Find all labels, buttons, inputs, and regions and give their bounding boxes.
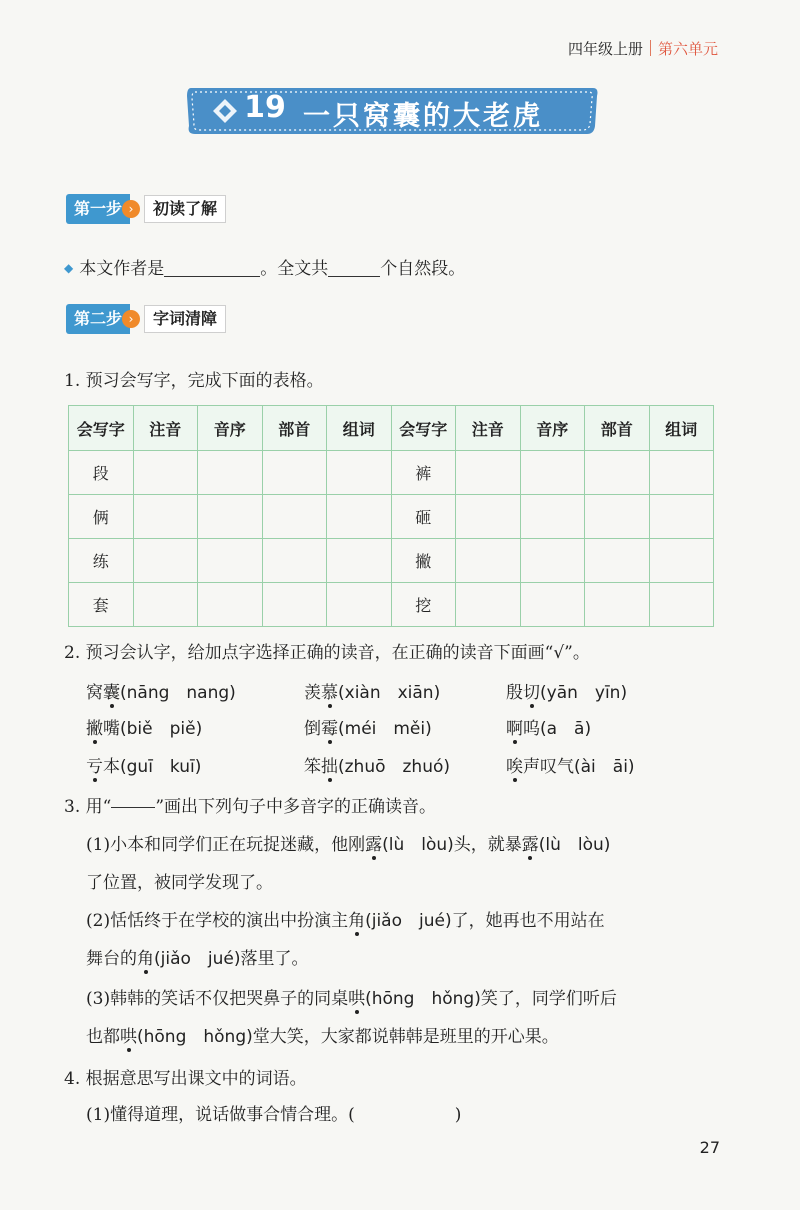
sentence-text: )	[454, 1105, 462, 1125]
q-text: ”画出下列句子中多音字的正确读音。	[155, 797, 437, 817]
q2-prompt: 2. 预习会认字，给加点字选择正确的读音，在正确的读音下面画“√”。	[64, 643, 590, 663]
col-header: 部首	[262, 406, 327, 451]
unit-label: 第六单元	[657, 40, 718, 58]
q4-item-1	[86, 1100, 461, 1125]
input-cell[interactable]	[649, 539, 714, 583]
char-cell: 裤	[391, 451, 456, 495]
word-part: 声叹气	[523, 757, 574, 777]
sentence-text: 了，她再也不用站在	[451, 911, 605, 931]
input-cell[interactable]	[585, 495, 650, 539]
input-cell[interactable]	[649, 451, 714, 495]
dotted-char: 啊	[506, 719, 523, 739]
sentence-text: 落里了。	[240, 949, 309, 969]
lesson-title: 一只窝囊的大老虎	[303, 101, 543, 132]
input-cell[interactable]	[198, 583, 263, 627]
q3-sentence-1-cont: 了位置，被同学发现了。	[86, 873, 273, 893]
sentence-text: 堂大笑，大家都说韩韩是班里的开心果。	[252, 1027, 559, 1047]
table-row	[69, 539, 714, 583]
input-cell[interactable]	[520, 539, 585, 583]
reading-item[interactable]	[506, 719, 591, 739]
col-header: 会写字	[391, 406, 456, 451]
dotted-char: 撇	[86, 719, 103, 739]
input-cell[interactable]	[133, 495, 198, 539]
chevron-right-icon: ›	[122, 200, 140, 218]
word-part: 呜	[523, 719, 540, 739]
char-cell: 俩	[69, 495, 134, 539]
col-header: 注音	[456, 406, 521, 451]
dotted-char: 亏	[86, 757, 103, 777]
dotted-char: 角	[137, 949, 154, 969]
q-text: 本文作者是	[79, 259, 165, 279]
pinyin-options: (guī kuī)	[120, 757, 202, 777]
word-part: 本	[103, 757, 120, 777]
pinyin-options: (yān yīn)	[540, 683, 628, 703]
lesson-number: 19	[244, 90, 286, 125]
pinyin-options: (biě piě)	[120, 719, 203, 739]
input-cell[interactable]	[262, 451, 327, 495]
reading-item[interactable]	[506, 683, 627, 703]
input-cell[interactable]	[262, 583, 327, 627]
input-cell[interactable]	[133, 583, 198, 627]
chevron-right-icon: ›	[122, 310, 140, 328]
pinyin-options: (zhuō zhuó)	[338, 757, 451, 777]
char-cell: 挖	[391, 583, 456, 627]
reading-item[interactable]	[86, 752, 304, 777]
input-cell[interactable]	[327, 583, 392, 627]
input-cell[interactable]	[585, 583, 650, 627]
table-row	[69, 495, 714, 539]
col-header: 组词	[649, 406, 714, 451]
q-text: 个自然段。	[380, 259, 466, 279]
author-question	[64, 254, 465, 279]
input-cell[interactable]	[456, 539, 521, 583]
input-cell[interactable]	[198, 495, 263, 539]
grade-label: 四年级上册	[567, 40, 643, 58]
input-cell[interactable]	[198, 539, 263, 583]
col-header: 音序	[198, 406, 263, 451]
reading-item[interactable]	[304, 678, 506, 703]
pinyin-options[interactable]: (hōng hǒng)	[365, 989, 481, 1009]
sentence-text: (1)小本和同学们正在玩捉迷藏，他刚	[86, 835, 366, 855]
input-cell[interactable]	[327, 539, 392, 583]
col-header: 会写字	[69, 406, 134, 451]
diamond-bullet-icon: ◆	[64, 261, 74, 275]
q3-sentence-2-cont	[86, 944, 309, 969]
word-part: 羡	[304, 683, 321, 703]
input-cell[interactable]	[456, 583, 521, 627]
input-cell[interactable]	[585, 539, 650, 583]
pinyin-options[interactable]: (hōng hǒng)	[137, 1027, 253, 1047]
pinyin-options[interactable]: (jiǎo jué)	[154, 949, 241, 969]
reading-item[interactable]	[304, 752, 506, 777]
dotted-char: 囊	[103, 683, 120, 703]
input-cell[interactable]	[456, 451, 521, 495]
input-cell[interactable]	[520, 583, 585, 627]
step2-label: 第二步	[66, 304, 130, 334]
dotted-char: 切	[523, 683, 540, 703]
q1-prompt: 1. 预习会写字，完成下面的表格。	[64, 371, 324, 391]
step1-label: 第一步	[66, 194, 130, 224]
char-cell: 段	[69, 451, 134, 495]
reading-item[interactable]	[506, 757, 635, 777]
pinyin-options[interactable]: (lù lòu)	[538, 835, 611, 855]
input-cell[interactable]	[198, 451, 263, 495]
dotted-char: 唉	[506, 757, 523, 777]
q3-sentence-3-cont	[86, 1022, 559, 1047]
pinyin-options[interactable]: (lù lòu)	[382, 835, 454, 855]
sentence-text: (2)恬恬终于在学校的演出中扮演主	[86, 911, 349, 931]
step1-text: 初读了解	[144, 195, 226, 223]
word-part: 倒	[304, 719, 321, 739]
dotted-char: 角	[348, 911, 366, 931]
underline-sample	[111, 807, 155, 808]
dotted-char: 露	[365, 835, 383, 855]
input-cell[interactable]	[456, 495, 521, 539]
header-divider	[650, 40, 651, 56]
input-cell[interactable]	[520, 495, 585, 539]
input-cell[interactable]	[585, 451, 650, 495]
pinyin-options: (méi měi)	[338, 719, 432, 739]
input-cell[interactable]	[327, 495, 392, 539]
dotted-char: 霉	[321, 719, 338, 739]
sentence-text: (1)懂得道理，说话做事合情合理。(	[86, 1105, 355, 1125]
table-row	[69, 583, 714, 627]
sentence-text: 头，就暴	[453, 835, 522, 855]
q-text: 3. 用“	[64, 797, 112, 817]
dotted-char: 慕	[321, 683, 338, 703]
q3-sentence-3	[86, 984, 617, 1009]
sentence-text: 舞台的	[86, 949, 137, 969]
input-cell[interactable]	[649, 583, 714, 627]
word-part: 窝	[86, 683, 103, 703]
reading-item[interactable]	[86, 714, 304, 739]
dotted-char: 露	[521, 835, 539, 855]
col-header: 部首	[585, 406, 650, 451]
input-cell[interactable]	[262, 539, 327, 583]
page-number: 27	[699, 1138, 720, 1157]
q2-row	[86, 678, 627, 703]
pinyin-options[interactable]: (jiǎo jué)	[365, 911, 452, 931]
sentence-text: (3)韩韩的笑话不仅把哭鼻子的同桌	[86, 989, 349, 1009]
word-part: 嘴	[103, 719, 120, 739]
reading-item[interactable]	[86, 678, 304, 703]
q3-sentence-2	[86, 906, 605, 931]
word-part: 殷	[506, 683, 523, 703]
input-cell[interactable]	[649, 495, 714, 539]
writing-chars-table	[68, 405, 714, 627]
table-row	[69, 451, 714, 495]
table-header-row	[69, 406, 714, 451]
sentence-text: 笑了，同学们听后	[480, 989, 617, 1009]
step2-tag	[66, 304, 226, 334]
reading-item[interactable]	[304, 714, 506, 739]
char-cell: 撇	[391, 539, 456, 583]
lesson-banner	[183, 82, 601, 140]
pinyin-options: (xiàn xiān)	[338, 683, 441, 703]
q3-prompt	[64, 792, 436, 817]
q2-row	[86, 752, 635, 777]
step1-tag	[66, 194, 226, 224]
author-blank[interactable]	[164, 276, 260, 277]
page-header	[568, 38, 718, 59]
dotted-char: 哄	[120, 1027, 137, 1047]
dotted-char: 拙	[321, 757, 338, 777]
char-cell: 练	[69, 539, 134, 583]
input-cell[interactable]	[327, 451, 392, 495]
char-cell: 砸	[391, 495, 456, 539]
col-header: 注音	[133, 406, 198, 451]
input-cell[interactable]	[262, 495, 327, 539]
q2-row	[86, 714, 591, 739]
paragraph-count-blank[interactable]	[328, 276, 380, 277]
char-cell: 套	[69, 583, 134, 627]
dotted-char: 哄	[348, 989, 366, 1009]
input-cell[interactable]	[133, 539, 198, 583]
input-cell[interactable]	[520, 451, 585, 495]
input-cell[interactable]	[133, 451, 198, 495]
sentence-text: 也都	[86, 1027, 120, 1047]
pinyin-options: (a ā)	[540, 719, 592, 739]
pinyin-options: (nāng nang)	[120, 683, 236, 703]
col-header: 音序	[520, 406, 585, 451]
q4-prompt: 4. 根据意思写出课文中的词语。	[64, 1069, 307, 1089]
col-header: 组词	[327, 406, 392, 451]
q3-sentence-1	[86, 830, 610, 855]
word-part: 笨	[304, 757, 321, 777]
step2-text: 字词清障	[144, 305, 226, 333]
pinyin-options: (ài āi)	[574, 757, 635, 777]
q-text: 。全文共	[260, 259, 329, 279]
